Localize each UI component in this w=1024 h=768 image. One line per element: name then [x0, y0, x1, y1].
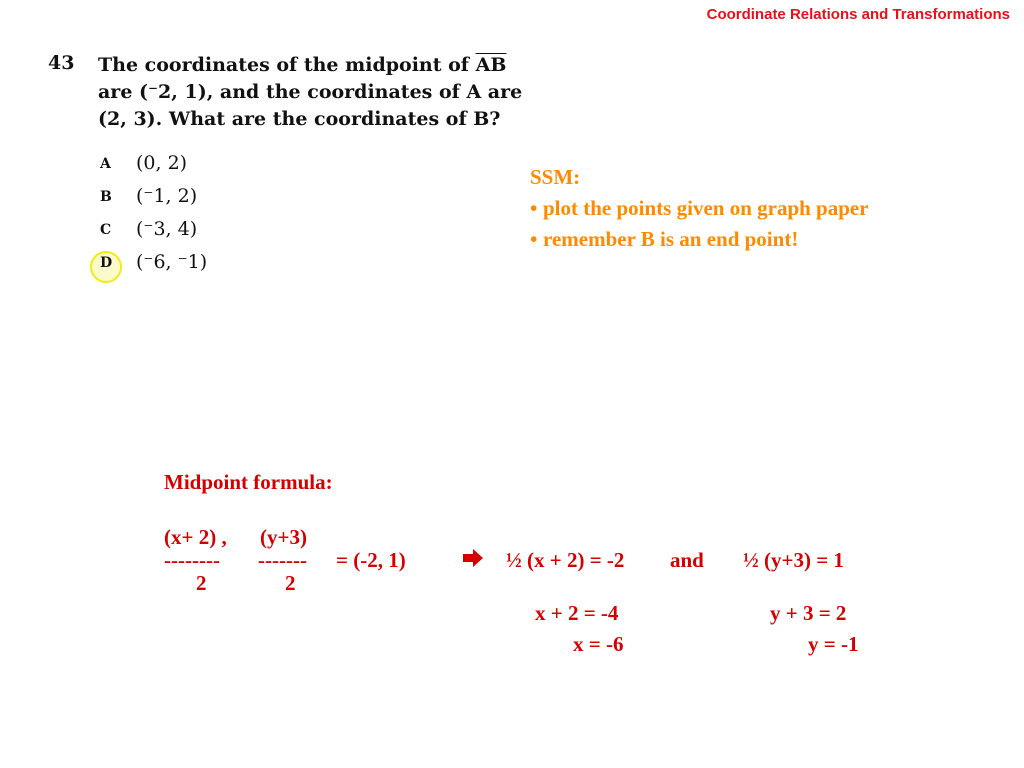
choice-b-letter: B: [100, 189, 112, 205]
ssm-item: [530, 224, 869, 255]
ssm-item-text: remember B is an end point!: [543, 227, 799, 251]
fraction-bar-x: --------: [164, 548, 220, 572]
question-text: [98, 52, 578, 133]
choice-d-value: (⁻6, ⁻1): [136, 251, 208, 273]
ssm-item: [530, 193, 869, 224]
question-line-3: (2, 3). What are the coordinates of B?: [98, 108, 501, 130]
choice-d-letter: D: [100, 255, 113, 271]
bullet-icon: •: [530, 227, 538, 251]
step-x-1: x + 2 = -4: [535, 601, 619, 625]
choice-a-value: (0, 2): [136, 152, 188, 174]
and-word: and: [670, 548, 704, 572]
ssm-title: SSM:: [530, 165, 581, 189]
equation-y: ½ (y+3) = 1: [743, 548, 844, 572]
choice-b-value: (⁻1, 2): [136, 185, 198, 207]
midpoint-equals: = (-2, 1): [336, 548, 406, 572]
numerator-y: (y+3): [260, 525, 307, 549]
step-x-2: x = -6: [573, 632, 624, 656]
fraction-bar-y: -------: [258, 548, 307, 572]
ssm-notes: [530, 162, 869, 255]
denominator-y: 2: [285, 571, 296, 595]
numerator-x: (x+ 2) ,: [164, 525, 227, 549]
bullet-icon: •: [530, 196, 538, 220]
question-line-2: are (⁻2, 1), and the coordinates of A are: [98, 81, 523, 103]
slide-title: Coordinate Relations and Transformations: [706, 6, 1010, 23]
step-y-2: y = -1: [808, 632, 859, 656]
question-line-1-text: The coordinates of the midpoint of: [98, 54, 469, 76]
denominator-x: 2: [196, 571, 207, 595]
choice-c-letter: C: [100, 222, 112, 238]
choice-c-value: (⁻3, 4): [136, 218, 198, 240]
question-number: 43: [48, 52, 75, 74]
question-line-1: [98, 52, 578, 79]
midpoint-label: Midpoint formula:: [164, 470, 333, 494]
step-y-1: y + 3 = 2: [770, 601, 847, 625]
ssm-item-text: plot the points given on graph paper: [543, 196, 869, 220]
equation-x: ½ (x + 2) = -2: [506, 548, 625, 572]
right-arrow-icon: [462, 548, 484, 568]
choice-a-letter: A: [100, 156, 111, 172]
segment-ab: $\overline{AB}$: [475, 54, 507, 76]
